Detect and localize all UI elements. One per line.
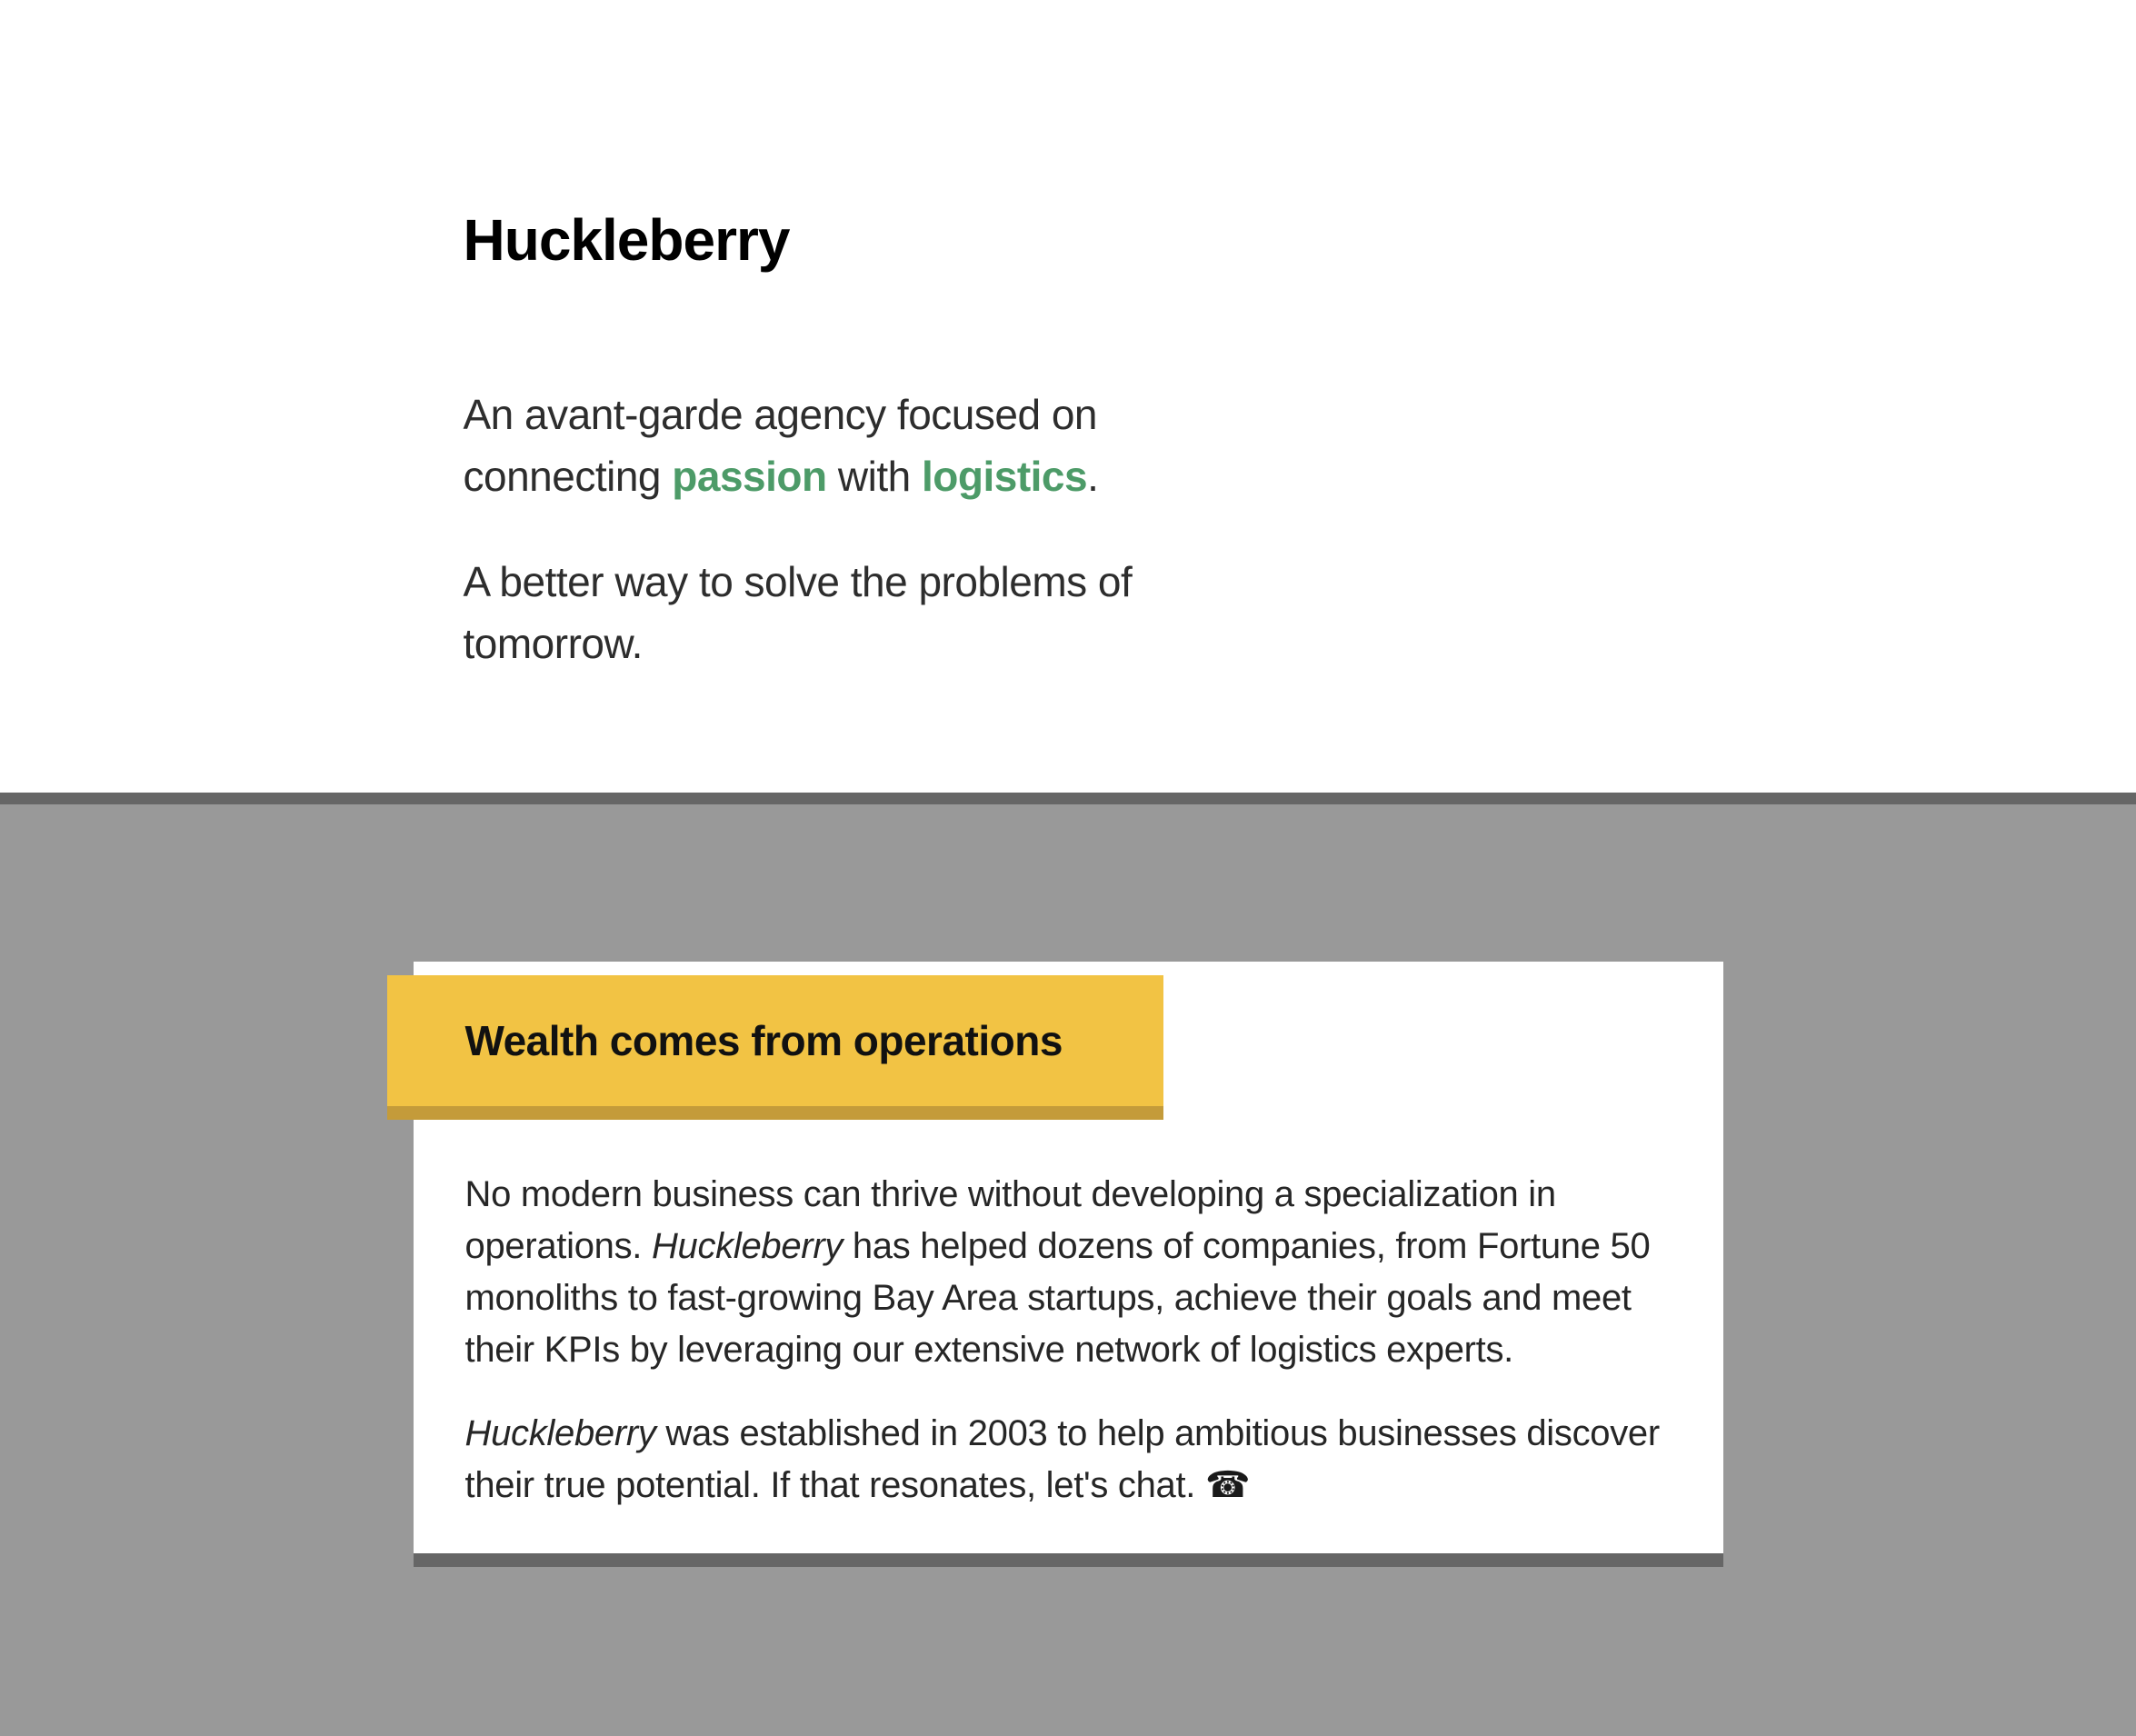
text-segment: tomorrow. <box>463 619 643 667</box>
text-segment: their true potential. If that resonates, let's chat. <box>464 1465 1205 1505</box>
text-segment: their KPIs by leveraging our extensive network of logistics experts. <box>464 1330 1513 1370</box>
text-segment: Huckleberry <box>464 1413 656 1453</box>
text-segment: has helped dozens of companies, from Fortune 50 <box>843 1226 1651 1266</box>
text-segment: monoliths to fast-growing Bay Area startups, achieve their goals and meet <box>464 1278 1632 1318</box>
content-card <box>414 962 1723 1553</box>
text-segment: operations. <box>464 1226 652 1266</box>
section-heading: Wealth comes from operations <box>464 1017 1063 1064</box>
text-segment: . <box>1087 452 1099 500</box>
card-paragraph-1 <box>465 1169 1669 1376</box>
card-paragraph-2 <box>465 1408 1669 1512</box>
content-section <box>0 793 2136 1736</box>
text-segment: No modern business can thrive without developing a specialization in <box>464 1174 1556 1214</box>
hero-subtagline <box>464 551 1723 674</box>
accent-link[interactable]: logistics <box>921 452 1088 500</box>
site-title: Huckleberry <box>463 207 790 273</box>
text-segment: An avant-garde agency focused on <box>463 390 1097 438</box>
hero-section <box>0 0 2136 793</box>
phone-icon: ☎ <box>1204 1464 1251 1506</box>
text-segment: with <box>826 452 922 500</box>
text-segment: A better way to solve the problems of <box>463 557 1133 605</box>
text-segment: connecting <box>463 452 673 500</box>
text-segment: Huckleberry <box>651 1226 843 1266</box>
accent-link[interactable]: passion <box>672 452 827 500</box>
text-segment: was established in 2003 to help ambitious businesses discover <box>655 1413 1660 1453</box>
hero-tagline <box>464 384 1723 507</box>
section-banner <box>387 975 1163 1106</box>
